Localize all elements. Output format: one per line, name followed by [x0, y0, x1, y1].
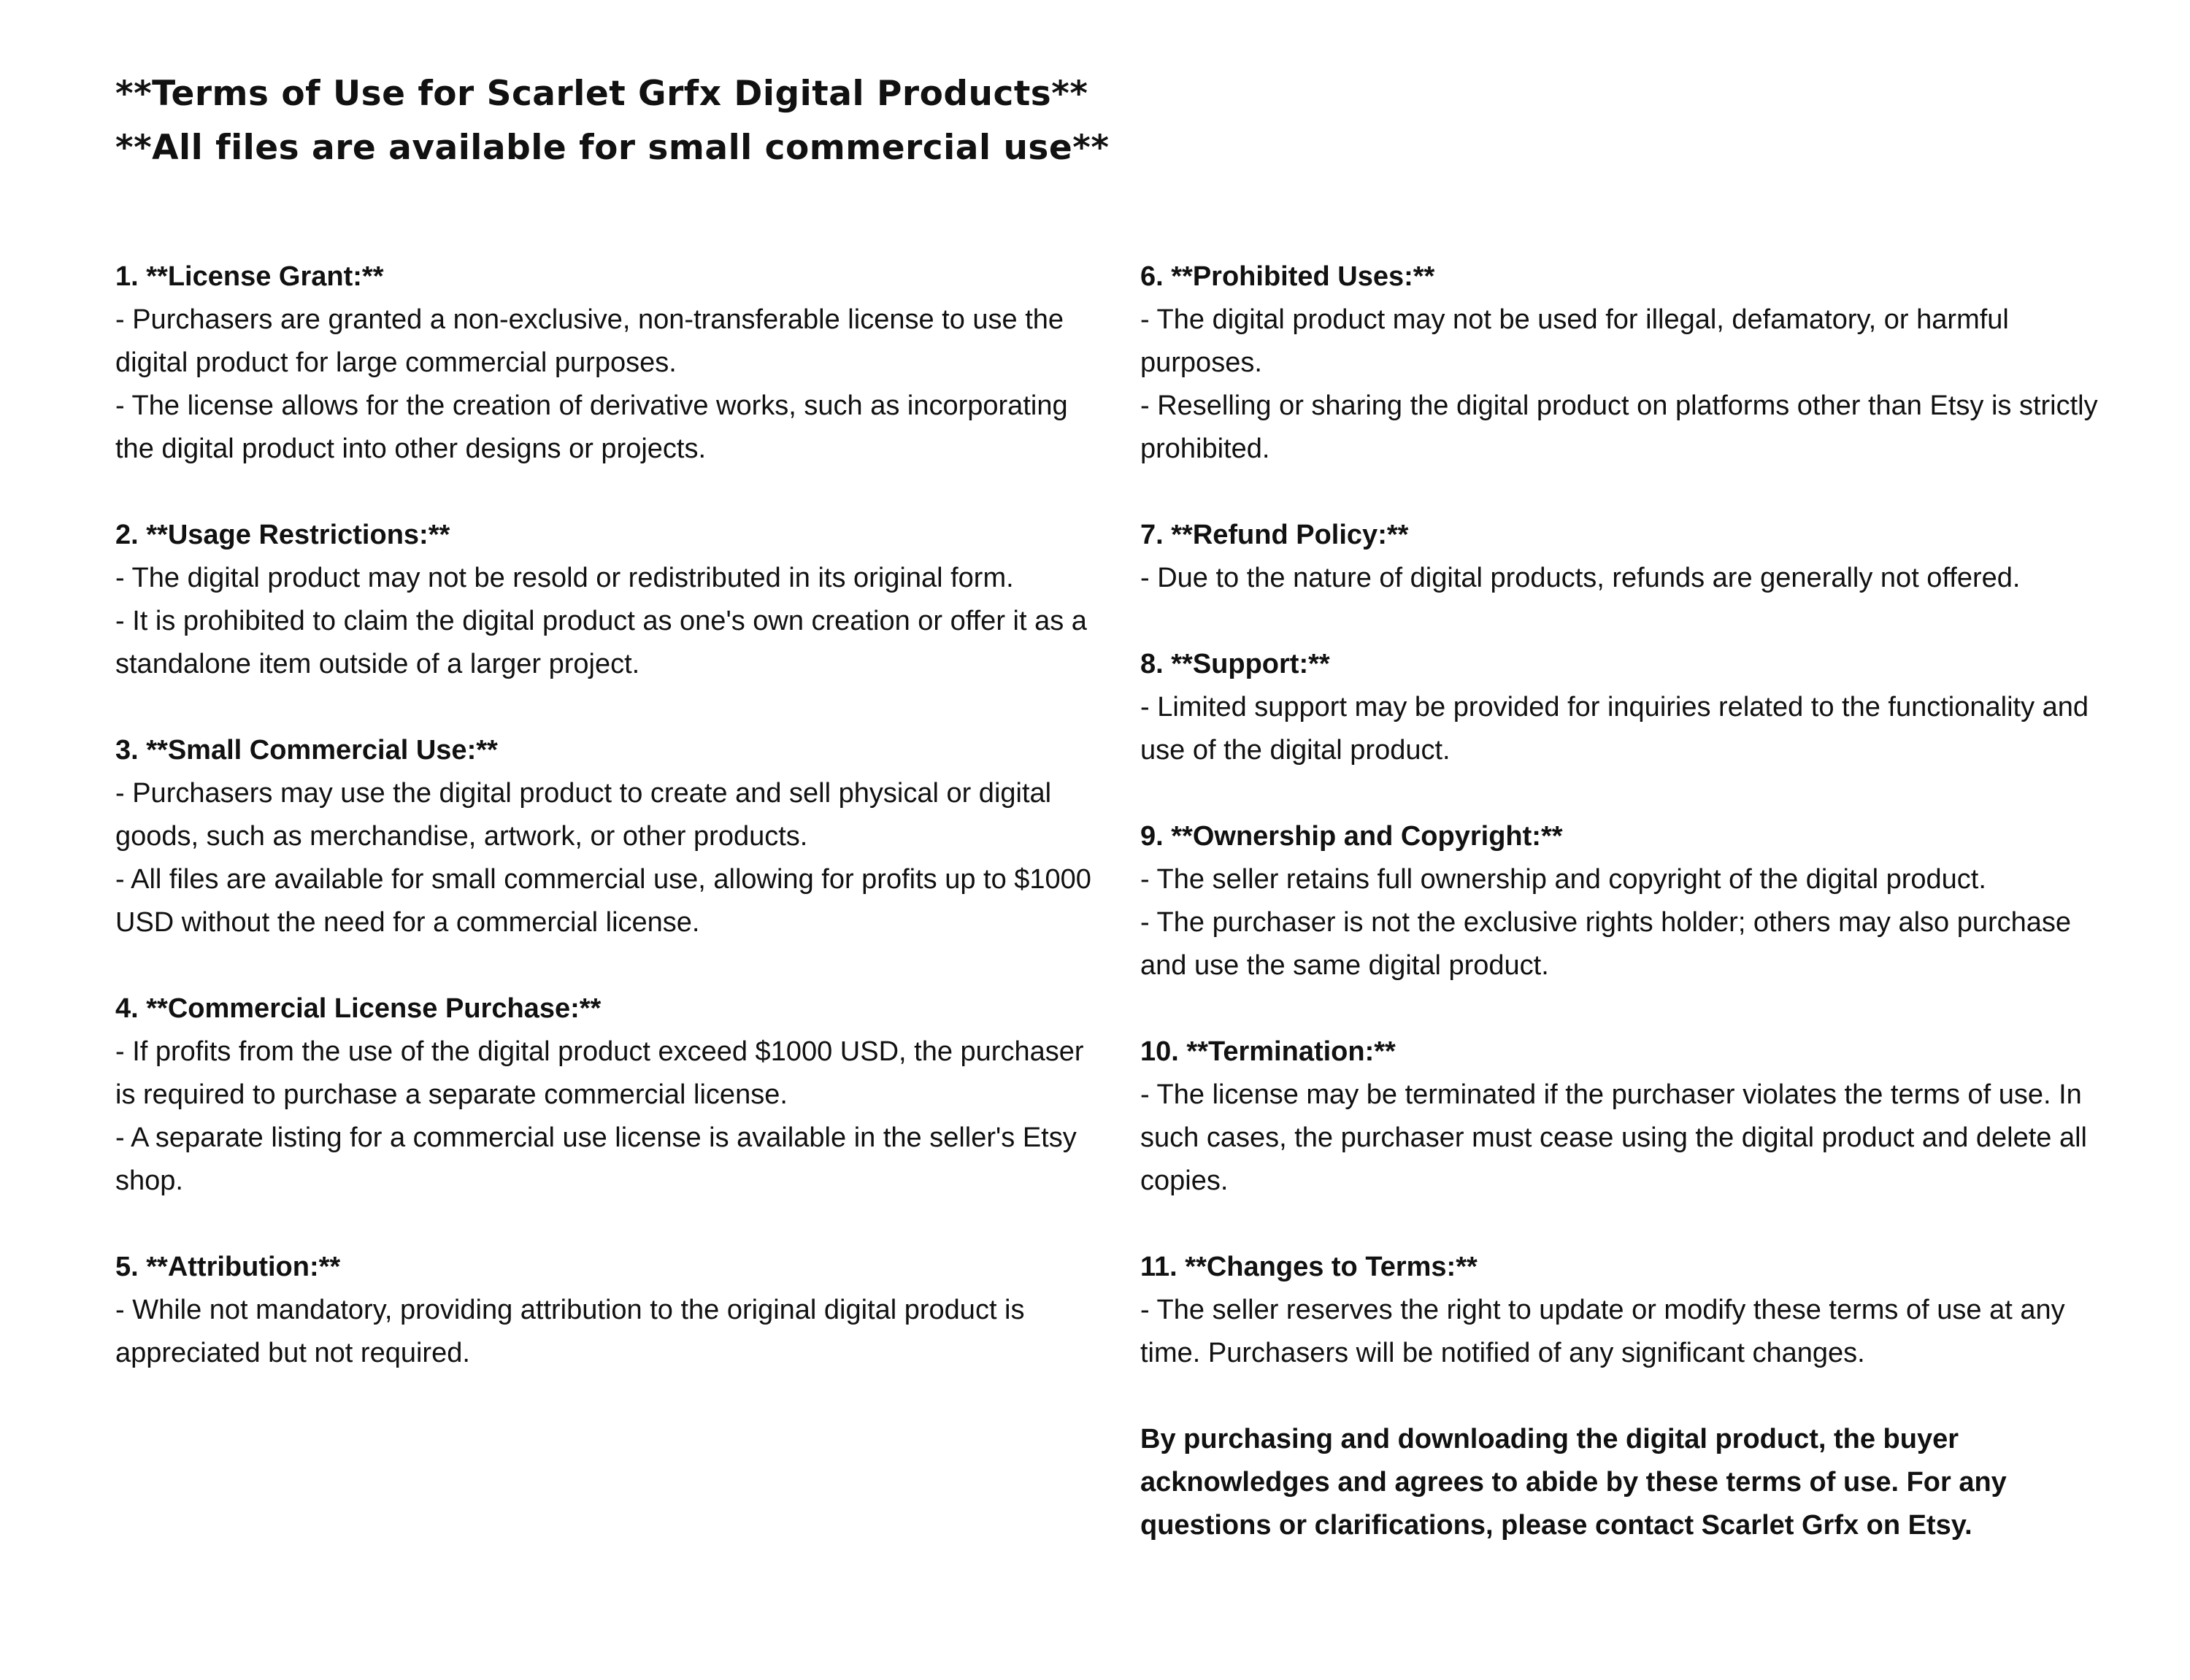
section-paragraph: - A separate listing for a commercial use license is available in the seller's Etsy shop.: [115, 1122, 1077, 1196]
section-termination: [1140, 1030, 2118, 1203]
section-paragraph: - Due to the nature of digital products, refunds are generally not offered.: [1140, 563, 2021, 593]
section-title: 7. **Refund Policy:**: [1140, 520, 1409, 550]
section-paragraph: - Purchasers are granted a non-exclusive, non-transferable license to use the digital product for large commercial purposes.: [115, 304, 1064, 378]
section-support: [1140, 643, 2118, 772]
section-paragraph: - The purchaser is not the exclusive rights holder; others may also purchase and use the same digital product.: [1140, 907, 2072, 981]
section-title: 8. **Support:**: [1140, 649, 1330, 679]
section-usage-restrictions: [115, 514, 1101, 686]
section-commercial-license-purchase: [115, 987, 1101, 1203]
right-column: [1140, 255, 2118, 1547]
closing-statement: By purchasing and downloading the digital product, the buyer acknowledges and agrees to abide by these terms of use. For any questions or clarifications, please contact Scarlet Grfx on Etsy.: [1140, 1424, 2007, 1541]
section-paragraph: - The seller retains full ownership and copyright of the digital product.: [1140, 864, 1986, 895]
section-paragraph: - Purchasers may use the digital product to create and sell physical or digital goods, such as merchandise, artwork, or other products.: [115, 778, 1052, 852]
section-title: 1. **License Grant:**: [115, 261, 384, 292]
section-refund-policy: [1140, 514, 2118, 600]
section-paragraph: - The seller reserves the right to update or modify these terms of use at any time. Purchasers will be notified of any significant changes.: [1140, 1295, 2065, 1368]
section-paragraph: - Reselling or sharing the digital product on platforms other than Etsy is strictly prohibited.: [1140, 390, 2098, 464]
section-paragraph: - If profits from the use of the digital product exceed $1000 USD, the purchaser is required to purchase a separate commercial license.: [115, 1036, 1084, 1110]
section-title: 11. **Changes to Terms:**: [1140, 1252, 1478, 1282]
section-paragraph: - The license allows for the creation of derivative works, such as incorporating the digital product into other designs or projects.: [115, 390, 1068, 464]
section-license-grant: [115, 255, 1101, 471]
section-paragraph: - Limited support may be provided for inquiries related to the functionality and use of the digital product.: [1140, 692, 2089, 766]
section-ownership-copyright: [1140, 815, 2118, 987]
section-paragraph: - The digital product may not be resold or redistributed in its original form.: [115, 563, 1014, 593]
page-header: [115, 67, 2086, 175]
page-title: **Terms of Use for Scarlet Grfx Digital Products**: [115, 74, 1088, 114]
section-paragraph: - All files are available for small commercial use, allowing for profits up to $1000 USD without the need for a commercial license.: [115, 864, 1091, 938]
section-paragraph: - The license may be terminated if the purchaser violates the terms of use. In such cases, the purchaser must cease using the digital product and delete all copies.: [1140, 1079, 2087, 1196]
section-paragraph: - The digital product may not be used for illegal, defamatory, or harmful purposes.: [1140, 304, 2009, 378]
section-title: 2. **Usage Restrictions:**: [115, 520, 450, 550]
page-subtitle: **All files are available for small commercial use**: [115, 128, 1110, 168]
section-small-commercial-use: [115, 729, 1101, 944]
section-attribution: [115, 1246, 1101, 1375]
section-title: 6. **Prohibited Uses:**: [1140, 261, 1435, 292]
section-title: 9. **Ownership and Copyright:**: [1140, 821, 1563, 852]
section-title: 5. **Attribution:**: [115, 1252, 341, 1282]
section-prohibited-uses: [1140, 255, 2118, 471]
section-changes-to-terms: [1140, 1246, 2118, 1375]
left-column: [115, 255, 1101, 1418]
section-title: 4. **Commercial License Purchase:**: [115, 993, 602, 1024]
section-paragraph: - It is prohibited to claim the digital product as one's own creation or offer it as a standalone item outside of a larger project.: [115, 606, 1087, 679]
section-title: 3. **Small Commercial Use:**: [115, 735, 498, 766]
section-paragraph: - While not mandatory, providing attribution to the original digital product is appreciated but not required.: [115, 1295, 1025, 1368]
section-title: 10. **Termination:**: [1140, 1036, 1396, 1067]
